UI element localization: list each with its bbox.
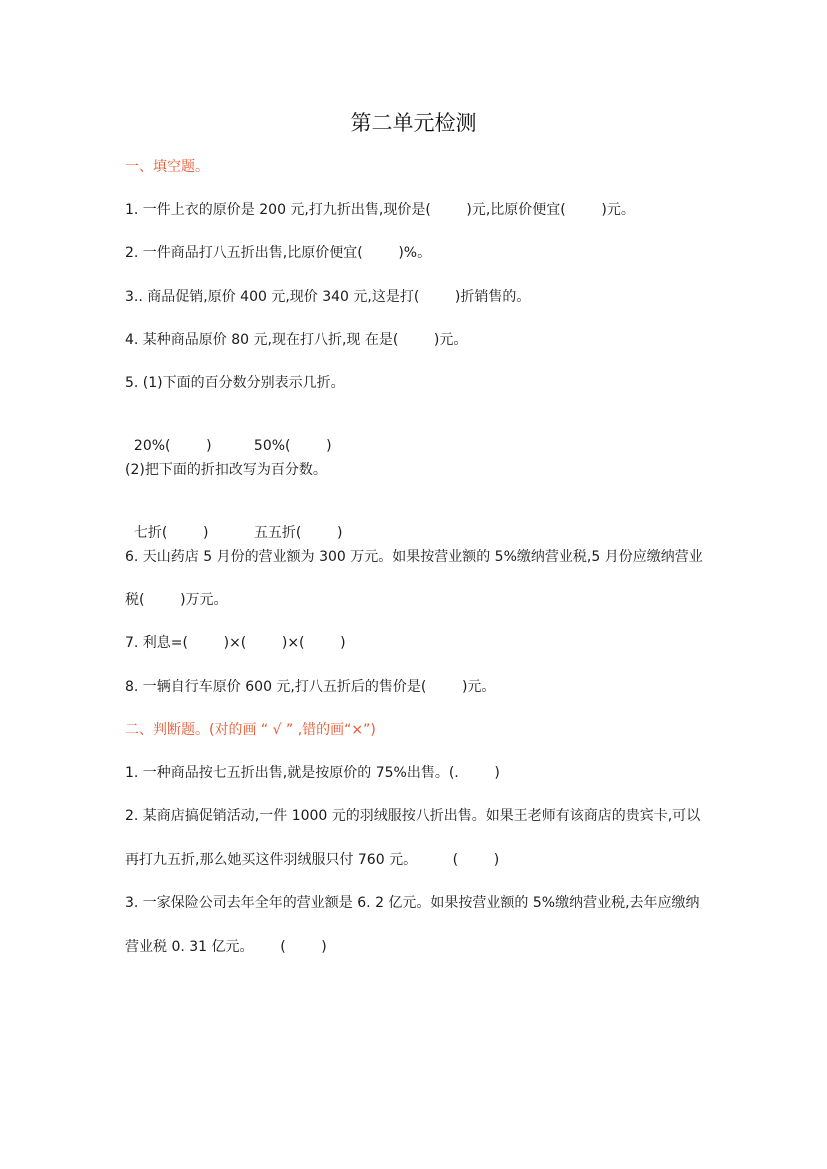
question-5-part-2: (2)把下面的折扣改写为百分数。 xyxy=(125,462,327,478)
question-5-item-a: 20%( ) xyxy=(133,438,212,454)
question-5-item-b: 50%( ) xyxy=(253,438,332,454)
question-6-line-1: 6. 天山药店 5 月份的营业额为 300 万元。如果按营业额的 5%缴纳营业税,5 月份应缴纳营业 xyxy=(125,549,703,565)
judge-question-2-line-1: 2. 某商店搞促销活动,一件 1000 元的羽绒服按八折出售。如果王老师有该商店的贵宾卡,可以 xyxy=(125,808,701,824)
question-7: 7. 利息=( )×( )×( ) xyxy=(125,635,346,651)
question-5: 5. (1)下面的百分数分别表示几折。 xyxy=(125,375,345,391)
question-6-line-2: 税( )万元。 xyxy=(125,592,228,608)
question-2: 2. 一件商品打八五折出售,比原价便宜( )%。 xyxy=(125,245,432,261)
question-1: 1. 一件上衣的原价是 200 元,打九折出售,现价是( )元,比原价便宜( )元。 xyxy=(125,202,635,218)
page-title: 第二单元检测 xyxy=(350,111,477,135)
judge-question-3-line-2: 营业税 0. 31 亿元。 ( ) xyxy=(125,939,327,955)
question-4: 4. 某种商品原价 80 元,现在打八折,现 在是( )元。 xyxy=(125,332,468,348)
question-5-item-c: 七折( ) xyxy=(133,525,209,541)
question-5-item-d: 五五折( ) xyxy=(253,525,343,541)
question-3: 3.. 商品促销,原价 400 元,现价 340 元,这是打( )折销售的。 xyxy=(125,289,531,305)
question-5-discount-items xyxy=(125,503,342,543)
question-8: 8. 一辆自行车原价 600 元,打八五折后的售价是( )元。 xyxy=(125,679,496,695)
judge-question-3-line-1: 3. 一家保险公司去年全年的营业额是 6. 2 亿元。如果按营业额的 5%缴纳营业税,去年应缴纳 xyxy=(125,895,700,911)
section-heading-fill-blank: 一、填空题。 xyxy=(125,159,209,175)
judge-question-1: 1. 一种商品按七五折出售,就是按原价的 75%出售。(. ) xyxy=(125,765,500,781)
judge-question-2-line-2: 再打九五折,那么她买这件羽绒服只付 760 元。 ( ) xyxy=(125,852,500,868)
question-5-percent-items xyxy=(125,416,332,456)
section-heading-true-false: 二、判断题。(对的画 “ √ ” ,错的画“×”) xyxy=(125,722,376,738)
